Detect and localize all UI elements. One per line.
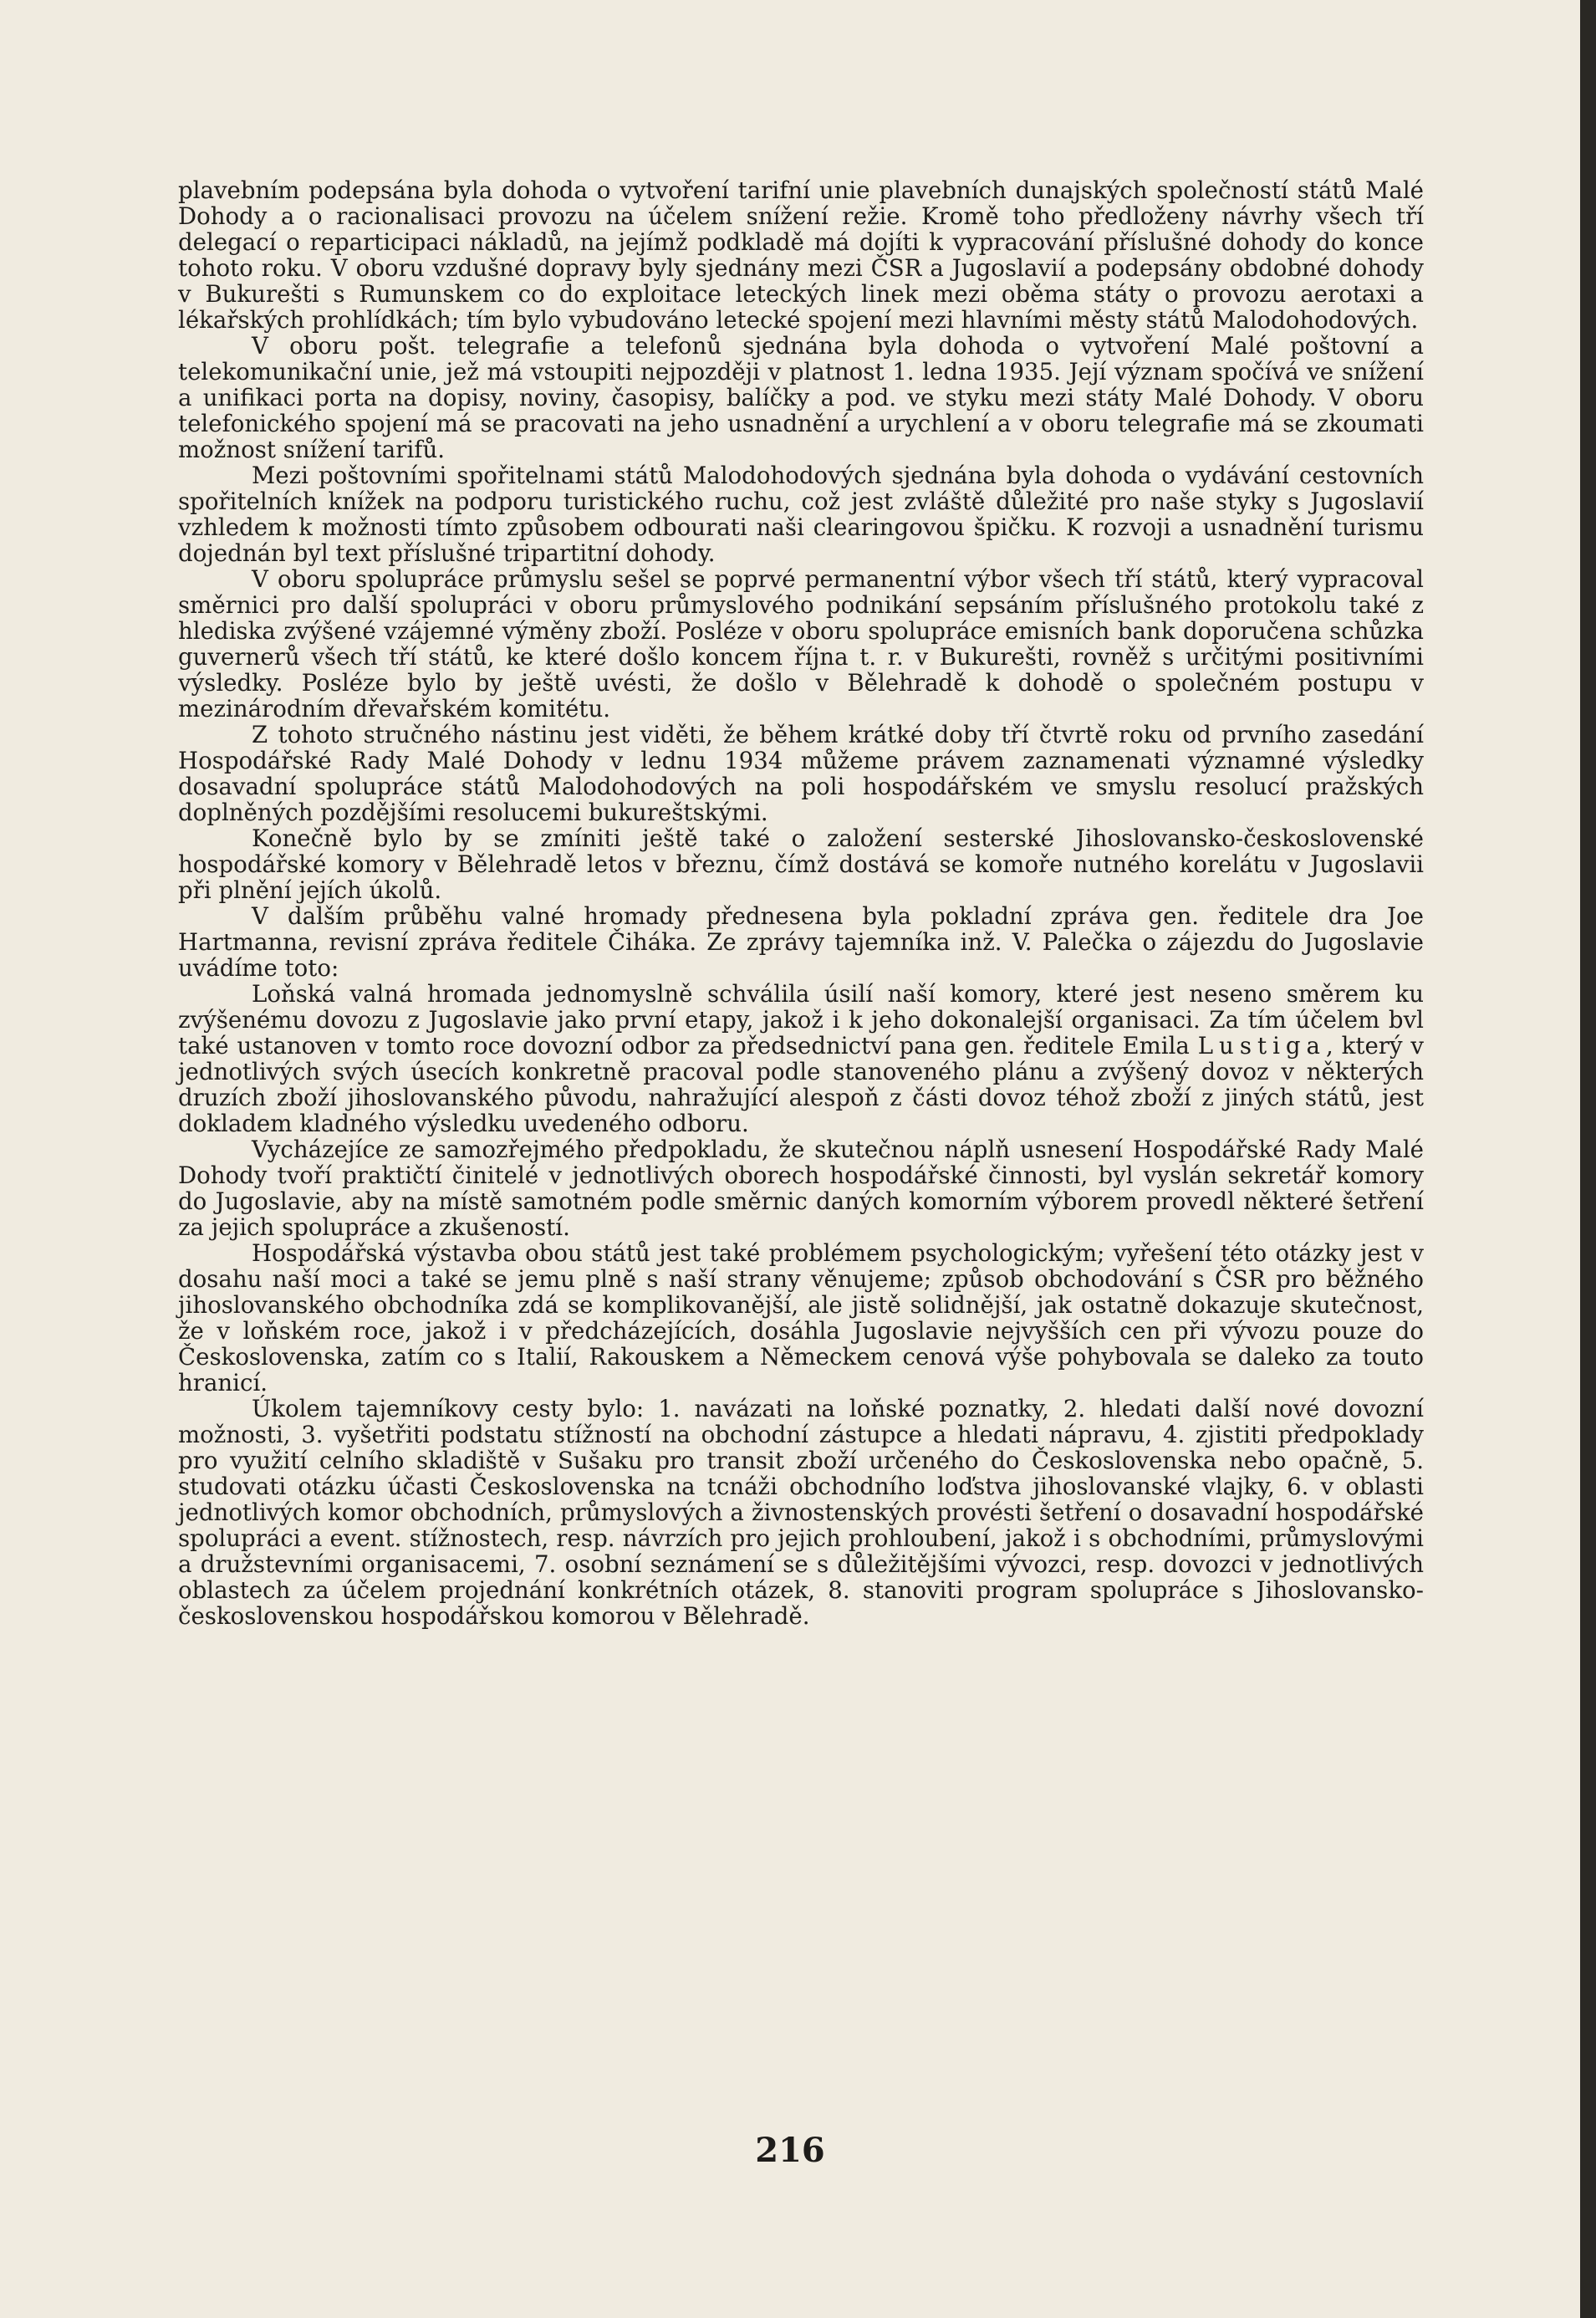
paragraph-komora: Konečně bylo by se zmíniti ještě také o založení sesterské Jihoslovansko-československé hospodářské komory v Bělehradě letos v březnu, čímž dostává se komoře nutného korelátu v Jugoslavii při plnění jejích úkolů. [178, 825, 1424, 904]
lustig-text-after: , který v jednotlivých svých úsecích konkretně pracoval podle stanoveného plánu a zvýšený dovoz v některých druzích zboží jihoslovanského původu, nahražující alespoň z části dovoz téhož zboží z jiných států, jest dokladem kladného výsledku uvedeného odboru. [178, 1032, 1424, 1137]
paragraph-nastin: Z tohoto stručného nástinu jest viděti, že během krátké doby tří čtvrtě roku od prvního zasedání Hospodářské Rady Malé Dohody v lednu 1934 můžeme právem zaznamenati významné výsledky dosavadní spolupráce států Malodohodových na poli hospodářském ve smyslu resolucí pražských doplněných pozdějšími resolucemi bukureštskými. [178, 721, 1424, 826]
body-text [178, 177, 1424, 1629]
paragraph-sporitelny: Mezi poštovními spořitelnami států Malodohodových sjednána byla dohoda o vydávání cestovních spořitelních knížek na podporu turistického ruchu, což jest zvláště důležité pro naše styky s Jugoslavií vzhledem k možnosti tímto způsobem odbourati naši clearingovou špičku. K rozvoji a usnadnění turismu dojednán byl text příslušné tripartitní dohody. [178, 462, 1424, 567]
paragraph-ukol-cesty: Úkolem tajemníkovy cesty bylo: 1. navázati na loňské poznatky, 2. hledati další nové dovozní možnosti, 3. vyšetřiti podstatu stížností na obchodní zástupce a hledati nápravu, 4. zjistiti předpoklady pro využití celního skladiště v Sušaku pro transit zboží určeného do Československa nebo opačně, 5. studovati otázku účasti Československa na tcnáži obchodního loďstva jihoslovanské vlajky, 6. v oblasti jednotlivých komor obchodních, průmyslových a živnostenských provésti šetření o dosavadní hospodářské spolupráci a event. stížnostech, resp. návrzích pro jejich prohloubení, jakož i s obchodními, průmyslovými a družstevními organisacemi, 7. osobní seznámení se s důležitějšími vývozci, resp. dovozci v jednotlivých oblastech za účelem projednání konkrétních otázek, 8. stanoviti program spolupráce s Jihoslovansko-československou hospodářskou komorou v Bělehradě. [178, 1395, 1424, 1630]
paragraph-posta: V oboru pošt. telegrafie a telefonů sjednána byla dohoda o vytvoření Malé poštovní a telekomunikační unie, jež má vstoupiti nejpozději v platnost 1. ledna 1935. Její význam spočívá ve snížení a unifikaci porta na dopisy, noviny, časopisy, balíčky a pod. ve styku mezi státy Malé Dohody. V oboru telefonického spojení má se pracovati na jeho usnadnění a urychlení a v oboru telegrafie má se zkoumati možnost snížení tarifů. [178, 332, 1424, 463]
paragraph-sekretar: Vycházejíce ze samozřejmého předpokladu, že skutečnou náplň usnesení Hospodářské Rady Malé Dohody tvoří praktičtí činitelé v jednotlivých oborech hospodářské činnosti, byl vyslán sekretář komory do Jugoslavie, aby na místě samotném podle směrnic daných komorním výborem provedl některé šetření za jejich spolupráce a zkušeností. [178, 1136, 1424, 1241]
paragraph-valna-hromada: V dalším průběhu valné hromady přednesena byla pokladní zpráva gen. ředitele dra Joe Hartmanna, revisní zpráva ředitele Čiháka. Ze zprávy tajemníka inž. V. Palečka o zájezdu do Jugoslavie uvádíme toto: [178, 902, 1424, 982]
lustig-text-before: Loňská valná hromada jednomyslně schválila úsilí naší komory, které jest neseno směrem ku zvýšenému dovozu z Jugoslavie jako první etapy, jakož i k jeho dokonalejší organisaci. Za tím účelem bvl také ustanoven v tomto roce dovozní odbor za předsednictví pana gen. ředitele Emila [178, 980, 1424, 1059]
paragraph-prumysl: V oboru spolupráce průmyslu sešel se poprvé permanentní výbor všech tří států, který vypracoval směrnici pro další spolupráci v oboru průmyslového podnikání sepsáním příslušného protokolu také z hlediska zvýšené vzájemné výměny zboží. Posléze v oboru spolupráce emisních bank doporučena schůzka guvernerů všech tří států, ke které došlo koncem října t. r. v Bukurešti, rovněž s určitými positivními výsledky. Posléze bylo by ještě uvésti, že došlo v Bělehradě k dohodě o společném postupu v mezinárodním dřevařském komitétu. [178, 565, 1424, 722]
page-number: 216 [755, 2131, 825, 2170]
paragraph-dovozni-odbor [178, 981, 1424, 1136]
binding-edge [1580, 0, 1596, 2318]
spaced-name-lustig: Lustiga [1197, 1032, 1327, 1059]
paragraph-vystavba: Hospodářská výstavba obou států jest také problémem psychologickým; vyřešení této otázky jest v dosahu naší moci a také se jemu plně s naší strany věnujeme; způsob obchodování s ČSR pro běžného jihoslovanského obchodníka zdá se komplikovanější, ale jistě solidnější, jak ostatně dokazuje skutečnost, že v loňském roce, jakož i v předcházejících, dosáhla Jugoslavie nejvyšších cen při vývozu pouze do Československa, zatím co s Italií, Rakouskem a Německem cenová výše pohybovala se daleko za touto hranicí. [178, 1239, 1424, 1396]
paragraph-plavba: plavebním podepsána byla dohoda o vytvoření tarifní unie plavebních dunajských společností států Malé Dohody a o racionalisaci provozu na účelem snížení režie. Kromě toho předloženy návrhy všech tří delegací o reparticipaci nákladů, na jejímž podkladě má dojíti k vypracování příslušné dohody do konce tohoto roku. V oboru vzdušné dopravy byly sjednány mezi ČSR a Jugoslavií a podepsány obdobné dohody v Bukurešti s Rumunskem co do exploitace leteckých linek mezi oběma státy o provozu aerotaxi a lékařských prohlídkách; tím bylo vybudováno letecké spojení mezi hlavními městy států Malodohodových. [178, 176, 1424, 334]
